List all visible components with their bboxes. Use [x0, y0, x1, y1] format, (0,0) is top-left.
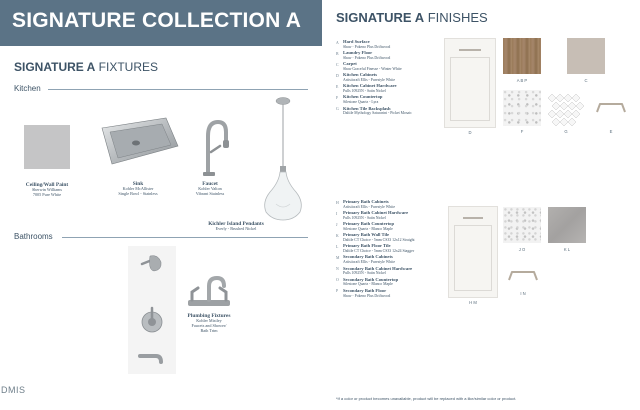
- paint-line-2: 7005 Pure White: [32, 192, 62, 198]
- kitchen-section-rule: [48, 89, 308, 90]
- finish-key: P: [336, 289, 339, 294]
- finish-detail: Artisticraft Ellis - Purestyle White: [343, 78, 396, 83]
- pendant-name: Kichler Island Pendants: [208, 221, 264, 227]
- pendant-light-image: [258, 96, 308, 222]
- swatch-code-countertop: F: [520, 129, 524, 134]
- pendant-caption: [196, 221, 276, 232]
- finish-item: [336, 211, 415, 220]
- finish-detail: Pulls 10925N - Satin Nickel: [343, 89, 386, 94]
- finish-name: Secondary Bath Cabinets: [343, 254, 393, 260]
- kitchen-faucet-image: [190, 116, 234, 178]
- cabinet-pull-bar: [459, 49, 481, 51]
- paint-line-1: Sherwin Williams: [31, 187, 63, 193]
- availability-footnote: *If a color or product becomes unavailable, product will be replaced with a like/similar color or product.: [336, 396, 517, 401]
- finish-detail: Silestone Quartz - Lyra: [343, 100, 379, 105]
- title-band: [0, 0, 322, 46]
- bath-cabinet-door-panel: [454, 225, 492, 291]
- finish-key: F: [336, 95, 339, 100]
- finish-item: [336, 73, 412, 82]
- finish-item: [336, 267, 415, 276]
- swatch-code-bath-pull: I N: [520, 291, 526, 296]
- cabinet-door-panel: [450, 57, 490, 121]
- finish-key: B: [336, 51, 339, 56]
- finish-name: Kitchen Countertop: [343, 94, 383, 100]
- finish-name: Primary Bath Wall Tile: [343, 232, 390, 238]
- finish-item: [336, 244, 415, 253]
- bathrooms-section-rule: [62, 237, 308, 238]
- finish-item: [336, 95, 412, 104]
- finish-item: [336, 84, 412, 93]
- swatch-code-pull: E: [609, 129, 613, 134]
- finish-key: D: [336, 73, 339, 78]
- finish-item: [336, 255, 415, 264]
- finish-name: Primary Bath Cabinet Hardware: [343, 210, 409, 216]
- sink-name: Sink: [132, 181, 144, 187]
- finish-item: [336, 62, 412, 71]
- faucet-name: Faucet: [202, 181, 218, 187]
- sink-line-2: Single Bowl - Stainless: [118, 191, 158, 197]
- wood-floor-swatch: [503, 38, 541, 74]
- finish-detail: Daltile CT Choice - 5mm CS33 12x12 Straight: [343, 238, 415, 243]
- finish-name: Primary Bath Countertop: [343, 221, 395, 227]
- logo-mark: DMIS: [1, 385, 26, 395]
- finish-item: [336, 233, 415, 242]
- swatch-code-carpet: C: [584, 78, 588, 83]
- page-title: SIGNATURE COLLECTION A: [12, 9, 302, 32]
- kitchen-section-label: Kitchen: [14, 84, 41, 93]
- finish-name: Kitchen Cabinet Hardware: [343, 83, 397, 89]
- swatch-code-cabinet: D: [468, 130, 472, 135]
- finish-name: Secondary Bath Floor: [343, 287, 387, 293]
- finish-key: K: [336, 233, 339, 238]
- finish-item: [336, 107, 412, 116]
- sink-line-1: Kohler McAllister: [122, 186, 154, 192]
- finish-key: G: [336, 107, 339, 112]
- shower-trim-panel: [128, 246, 176, 374]
- finishes-heading-bold: SIGNATURE A: [336, 10, 425, 25]
- sink-image: [96, 114, 180, 170]
- finish-name: Carpet: [343, 61, 357, 67]
- finish-detail: Pulls 10925N - Satin Nickel: [343, 215, 386, 220]
- paint-swatch-image: [24, 125, 70, 169]
- finish-key: N: [336, 267, 339, 272]
- bath-tile-swatch: [548, 207, 586, 243]
- bath-cabinet-swatch: [448, 206, 498, 298]
- finish-key: A: [336, 40, 339, 45]
- finish-detail: Silestone Quartz - Blanco Maple: [343, 282, 393, 287]
- swatch-code-wood: A B P: [516, 78, 528, 83]
- lavatory-faucet-image: [184, 270, 234, 310]
- fixtures-heading-bold: SIGNATURE A: [14, 60, 96, 74]
- finish-detail: Shaw Graceful Finesse - Winter White: [343, 67, 402, 71]
- finish-key: J: [336, 222, 338, 227]
- finishes-heading-rest: FINISHES: [424, 10, 488, 25]
- plumbing-caption: [174, 313, 244, 334]
- finish-detail: Daltile Mythology Saturarini - Picket Mosaic: [343, 111, 412, 116]
- pendant-line-1: Everly - Brushed Nickel: [215, 226, 257, 232]
- bath-countertop-swatch: [503, 207, 541, 243]
- plumbing-line-3: Bath Trim: [200, 327, 218, 333]
- finish-name: Laundry Floor: [343, 50, 373, 56]
- faucet-caption: [172, 181, 248, 197]
- sink-caption: [100, 181, 176, 197]
- finish-key: E: [336, 84, 339, 89]
- plumbing-line-2: Faucets and Shower/: [191, 323, 227, 329]
- mosaic-backsplash-swatch: [548, 92, 584, 126]
- finish-name: Primary Bath Cabinets: [343, 199, 389, 204]
- finish-key: C: [336, 62, 339, 67]
- finish-item: [336, 278, 415, 287]
- plumbing-name: Plumbing Fixtures: [187, 313, 231, 319]
- finish-name: Kitchen Tile Backsplash: [343, 105, 391, 111]
- finish-name: Hard Surface: [343, 39, 370, 44]
- swatch-code-mosaic: G: [564, 129, 568, 134]
- kitchen-pull-hardware-swatch: [594, 98, 628, 118]
- finish-detail: Silestone Quartz - Blanco Maple: [343, 227, 393, 231]
- carpet-swatch: [567, 38, 605, 74]
- finish-key: O: [336, 278, 339, 283]
- finish-name: Secondary Bath Cabinet Hardware: [343, 265, 413, 271]
- bath-finishes-list: [336, 200, 415, 300]
- kitchen-cabinet-swatch: [444, 38, 496, 128]
- bathrooms-section-label: Bathrooms: [14, 232, 53, 241]
- finish-key: M: [336, 255, 340, 260]
- finish-detail: Artisticraft Ellis - Purestyle White: [343, 260, 396, 265]
- paint-caption: [8, 182, 86, 198]
- shower-trim-image: [128, 246, 176, 374]
- finish-item: [336, 222, 415, 231]
- paint-name: Ceiling/Wall Paint: [25, 182, 69, 188]
- plumbing-line-1: Kohler Mistley: [196, 318, 222, 324]
- swatch-code-bath-cabinet: H M: [469, 300, 477, 305]
- finish-item: [336, 40, 412, 49]
- kitchen-countertop-swatch: [503, 90, 541, 126]
- finish-item: [336, 200, 415, 209]
- bath-cabinet-pull-bar: [463, 217, 483, 219]
- swatch-code-bath-countertop: J O: [518, 247, 526, 252]
- bath-pull-hardware-swatch: [506, 266, 540, 286]
- finish-name: Primary Bath Floor Tile: [343, 243, 391, 249]
- fixtures-heading-rest: FIXTURES: [95, 60, 159, 74]
- finish-key: H: [336, 200, 339, 205]
- finish-item: [336, 51, 412, 60]
- fixtures-heading: [14, 60, 158, 74]
- finish-detail: Shaw - Pokeno Plus Driftwood: [343, 55, 391, 60]
- finish-name: Secondary Bath Countertop: [343, 276, 399, 282]
- finish-detail: Shaw - Pokeno Plus Driftwood: [343, 44, 391, 49]
- finish-detail: Artisticraft Ellis - Purestyle White: [343, 204, 396, 209]
- finish-key: L: [336, 244, 339, 249]
- finish-detail: Daltile CT Choice - 5mm CS33 12x24 Stagger: [343, 249, 415, 254]
- faucet-line-2: Vibrant Stainless: [195, 191, 225, 197]
- finish-key: I: [336, 211, 338, 216]
- finish-detail: Shaw - Pokeno Plus Driftwood: [343, 293, 391, 298]
- swatch-code-bath-tile: K L: [563, 247, 571, 252]
- finish-item: [336, 289, 415, 298]
- faucet-line-1: Kohler Valton: [198, 186, 222, 192]
- finishes-heading: [336, 10, 488, 25]
- finish-name: Kitchen Cabinets: [343, 72, 378, 78]
- kitchen-finishes-list: [336, 40, 412, 118]
- finish-detail: Pulls 10925N - Satin Nickel: [343, 271, 386, 276]
